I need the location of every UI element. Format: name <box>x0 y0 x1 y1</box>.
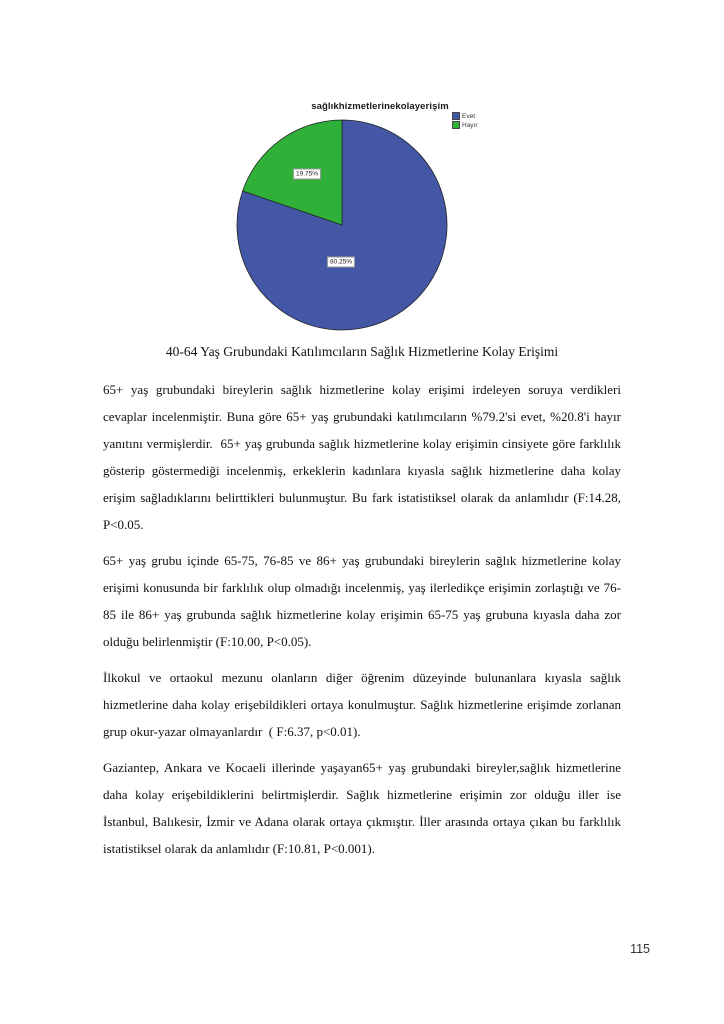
chart-title: sağlıkhizmetlerinekolayerişim <box>311 101 449 112</box>
body-paragraph-4: Gaziantep, Ankara ve Kocaeli illerinde yaşayan65+ yaş grubundaki bireyler,sağlık hizmetlerine daha kolay erişebildiklerini belirtmişlerdir. Sağlık hizmetlerine erişimin zor olduğu iller ise İstanbul, Balıkesir, İzmir ve Adana olarak ortaya çıkmıştır. İller arasında ortaya çıkan bu farklılık istatistiksel olarak da anlamlıdır (F:10.81, P<0.001). <box>103 760 621 856</box>
chart-legend <box>452 112 478 130</box>
pie-slice-label-hayir: 19.75% <box>293 169 321 180</box>
body-text <box>103 376 621 871</box>
body-paragraph-2: 65+ yaş grubu içinde 65-75, 76-85 ve 86+ yaş grubundaki bireylerin sağlık hizmetlerine kolay erişimi konusunda bir farklılık olup olmadığı incelenmiş, yaş ilerledikçe erişimin zorlaştığı ve 76-85 ile 86+ yaş grubunda sağlık hizmetlerine kolay erişimin 65-75 yaş grubuna kıyasla daha zor olduğu belirlenmiştir (F:10.00, P<0.05). <box>103 553 621 649</box>
body-paragraph-1: 65+ yaş grubundaki bireylerin sağlık hizmetlerine kolay erişimi irdeleyen soruya verdikleri cevaplar incelenmiştir. Buna göre 65+ yaş grubundaki katılımcıların %79.2'si evet, %20.8'i hayır yanıtını vermişlerdir. 65+ yaş grubunda sağlık hizmetlerine kolay erişimin cinsiyete göre farklılık gösterip göstermediği incelenmiş, erkeklerin kadınlara kıyasla sağlık hizmetlerine daha kolay erişim sağladıklarını belirttikleri bulunmuştur. Bu fark istatistiksel olarak da anlamlıdır (F:14.28, P<0.05. <box>103 382 621 532</box>
legend-label-evet: Evet <box>462 112 476 120</box>
page-number: 115 <box>630 942 650 956</box>
pie-slice-label-evet: 80.25% <box>327 257 355 268</box>
legend-item-evet <box>452 112 478 120</box>
legend-swatch-evet-icon <box>452 112 460 120</box>
body-paragraph-3: İlkokul ve ortaokul mezunu olanların diğer öğrenim düzeyinde bulunanlara kıyasla sağlık hizmetlerine daha kolay erişebildikleri ortaya konulmuştur. Sağlık hizmetlerine erişimde zorlanan grup okur-yazar olmayanlardır ( F:6.37, p<0.01). <box>103 670 621 739</box>
figure-caption: 40-64 Yaş Grubundaki Katılımcıların Sağlık Hizmetlerine Kolay Erişimi <box>165 344 559 359</box>
pie-chart-svg <box>236 119 448 331</box>
pie-chart <box>236 119 448 331</box>
legend-item-hayir <box>452 121 478 129</box>
legend-label-hayir: Hayır <box>462 121 478 129</box>
legend-swatch-hayir-icon <box>452 121 460 129</box>
